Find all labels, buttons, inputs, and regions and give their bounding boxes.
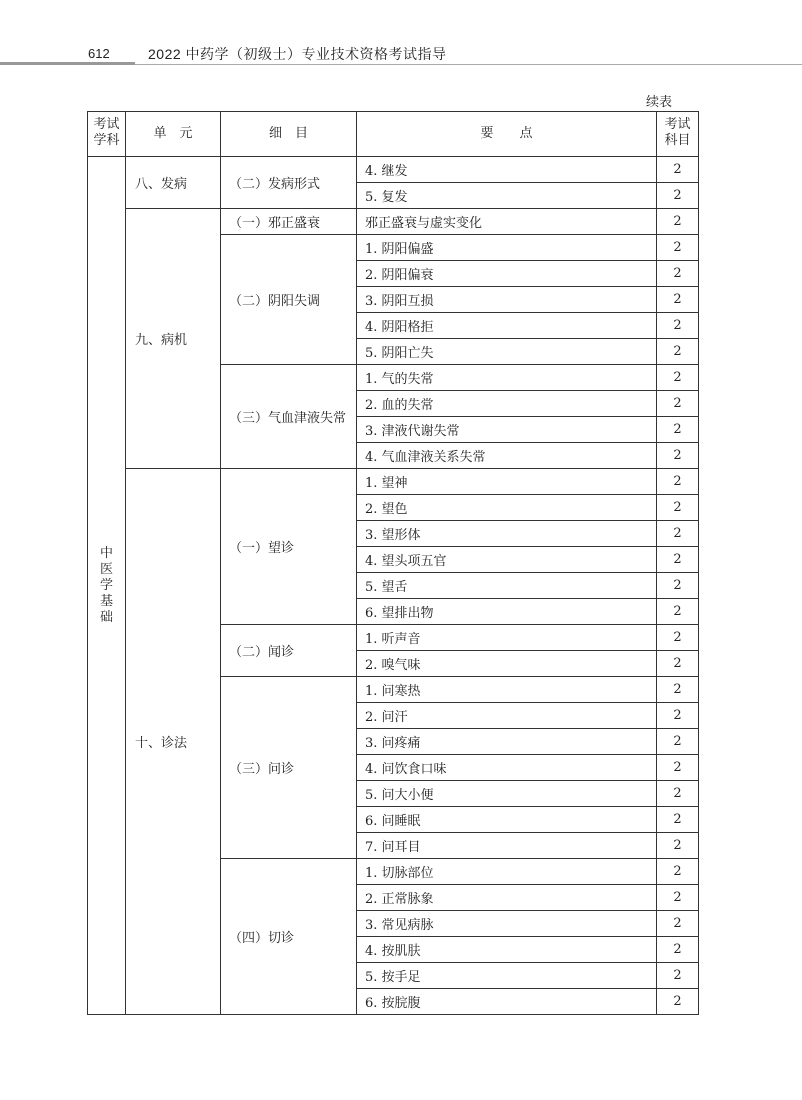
point-cell: 1. 切脉部位 <box>357 859 657 885</box>
level-cell: 2 <box>657 313 699 339</box>
point-cell: 1. 问寒热 <box>357 677 657 703</box>
subject-cell: 中医学基础 <box>88 157 126 1015</box>
table-row <box>88 157 699 183</box>
syllabus-table <box>87 111 699 1015</box>
point-cell: 3. 津液代谢失常 <box>357 417 657 443</box>
level-cell: 2 <box>657 235 699 261</box>
point-cell: 4. 气血津液关系失常 <box>357 443 657 469</box>
level-cell: 2 <box>657 625 699 651</box>
page-header <box>0 0 802 68</box>
point-cell: 4. 按肌肤 <box>357 937 657 963</box>
level-cell: 2 <box>657 989 699 1015</box>
header-detail: 细 目 <box>221 112 357 157</box>
point-cell: 6. 问睡眠 <box>357 807 657 833</box>
point-cell: 2. 正常脉象 <box>357 885 657 911</box>
header-level: 考试科目 <box>657 112 699 157</box>
point-cell: 4. 继发 <box>357 157 657 183</box>
detail-cell: （三）问诊 <box>221 677 357 859</box>
point-cell: 2. 血的失常 <box>357 391 657 417</box>
level-cell: 2 <box>657 157 699 183</box>
point-cell: 2. 望色 <box>357 495 657 521</box>
level-cell: 2 <box>657 599 699 625</box>
level-cell: 2 <box>657 651 699 677</box>
header-accent-bar <box>0 62 135 65</box>
level-cell: 2 <box>657 729 699 755</box>
level-cell: 2 <box>657 183 699 209</box>
header-unit: 单 元 <box>126 112 221 157</box>
point-cell: 3. 问疼痛 <box>357 729 657 755</box>
level-cell: 2 <box>657 261 699 287</box>
point-cell: 邪正盛衰与虚实变化 <box>357 209 657 235</box>
level-cell: 2 <box>657 209 699 235</box>
table-body <box>88 157 699 1015</box>
point-cell: 1. 阴阳偏盛 <box>357 235 657 261</box>
point-cell: 3. 常见病脉 <box>357 911 657 937</box>
unit-cell: 八、发病 <box>126 157 221 209</box>
level-cell: 2 <box>657 781 699 807</box>
detail-cell: （一）邪正盛衰 <box>221 209 357 235</box>
table-row <box>88 469 699 495</box>
point-cell: 2. 问汗 <box>357 703 657 729</box>
level-cell: 2 <box>657 963 699 989</box>
detail-cell: （三）气血津液失常 <box>221 365 357 469</box>
level-cell: 2 <box>657 287 699 313</box>
point-cell: 2. 嗅气味 <box>357 651 657 677</box>
point-cell: 2. 阴阳偏衰 <box>357 261 657 287</box>
level-cell: 2 <box>657 443 699 469</box>
level-cell: 2 <box>657 885 699 911</box>
point-cell: 3. 阴阳互损 <box>357 287 657 313</box>
table-header-row <box>88 112 699 157</box>
point-cell: 5. 复发 <box>357 183 657 209</box>
table-row <box>88 209 699 235</box>
page-number: 612 <box>88 46 110 61</box>
detail-cell: （二）阴阳失调 <box>221 235 357 365</box>
level-cell: 2 <box>657 547 699 573</box>
point-cell: 6. 按脘腹 <box>357 989 657 1015</box>
unit-cell: 十、诊法 <box>126 469 221 1015</box>
point-cell: 1. 气的失常 <box>357 365 657 391</box>
level-cell: 2 <box>657 807 699 833</box>
detail-cell: （一）望诊 <box>221 469 357 625</box>
level-cell: 2 <box>657 365 699 391</box>
level-cell: 2 <box>657 573 699 599</box>
level-cell: 2 <box>657 339 699 365</box>
point-cell: 4. 望头项五官 <box>357 547 657 573</box>
point-cell: 1. 望神 <box>357 469 657 495</box>
continued-label: 续表 <box>646 95 673 110</box>
point-cell: 7. 问耳目 <box>357 833 657 859</box>
level-cell: 2 <box>657 495 699 521</box>
point-cell: 3. 望形体 <box>357 521 657 547</box>
level-cell: 2 <box>657 417 699 443</box>
point-cell: 4. 阴阳格拒 <box>357 313 657 339</box>
level-cell: 2 <box>657 859 699 885</box>
point-cell: 5. 按手足 <box>357 963 657 989</box>
level-cell: 2 <box>657 703 699 729</box>
point-cell: 4. 问饮食口味 <box>357 755 657 781</box>
book-title: 2022 中药学（初级士）专业技术资格考试指导 <box>148 46 447 62</box>
level-cell: 2 <box>657 833 699 859</box>
level-cell: 2 <box>657 755 699 781</box>
level-cell: 2 <box>657 391 699 417</box>
point-cell: 5. 望舌 <box>357 573 657 599</box>
point-cell: 5. 问大小便 <box>357 781 657 807</box>
header-points: 要 点 <box>357 112 657 157</box>
detail-cell: （二）闻诊 <box>221 625 357 677</box>
level-cell: 2 <box>657 677 699 703</box>
detail-cell: （四）切诊 <box>221 859 357 1015</box>
point-cell: 1. 听声音 <box>357 625 657 651</box>
point-cell: 5. 阴阳亡失 <box>357 339 657 365</box>
point-cell: 6. 望排出物 <box>357 599 657 625</box>
level-cell: 2 <box>657 521 699 547</box>
detail-cell: （二）发病形式 <box>221 157 357 209</box>
unit-cell: 九、病机 <box>126 209 221 469</box>
level-cell: 2 <box>657 937 699 963</box>
header-subject: 考试学科 <box>88 112 126 157</box>
level-cell: 2 <box>657 469 699 495</box>
level-cell: 2 <box>657 911 699 937</box>
header-rule <box>135 64 802 65</box>
